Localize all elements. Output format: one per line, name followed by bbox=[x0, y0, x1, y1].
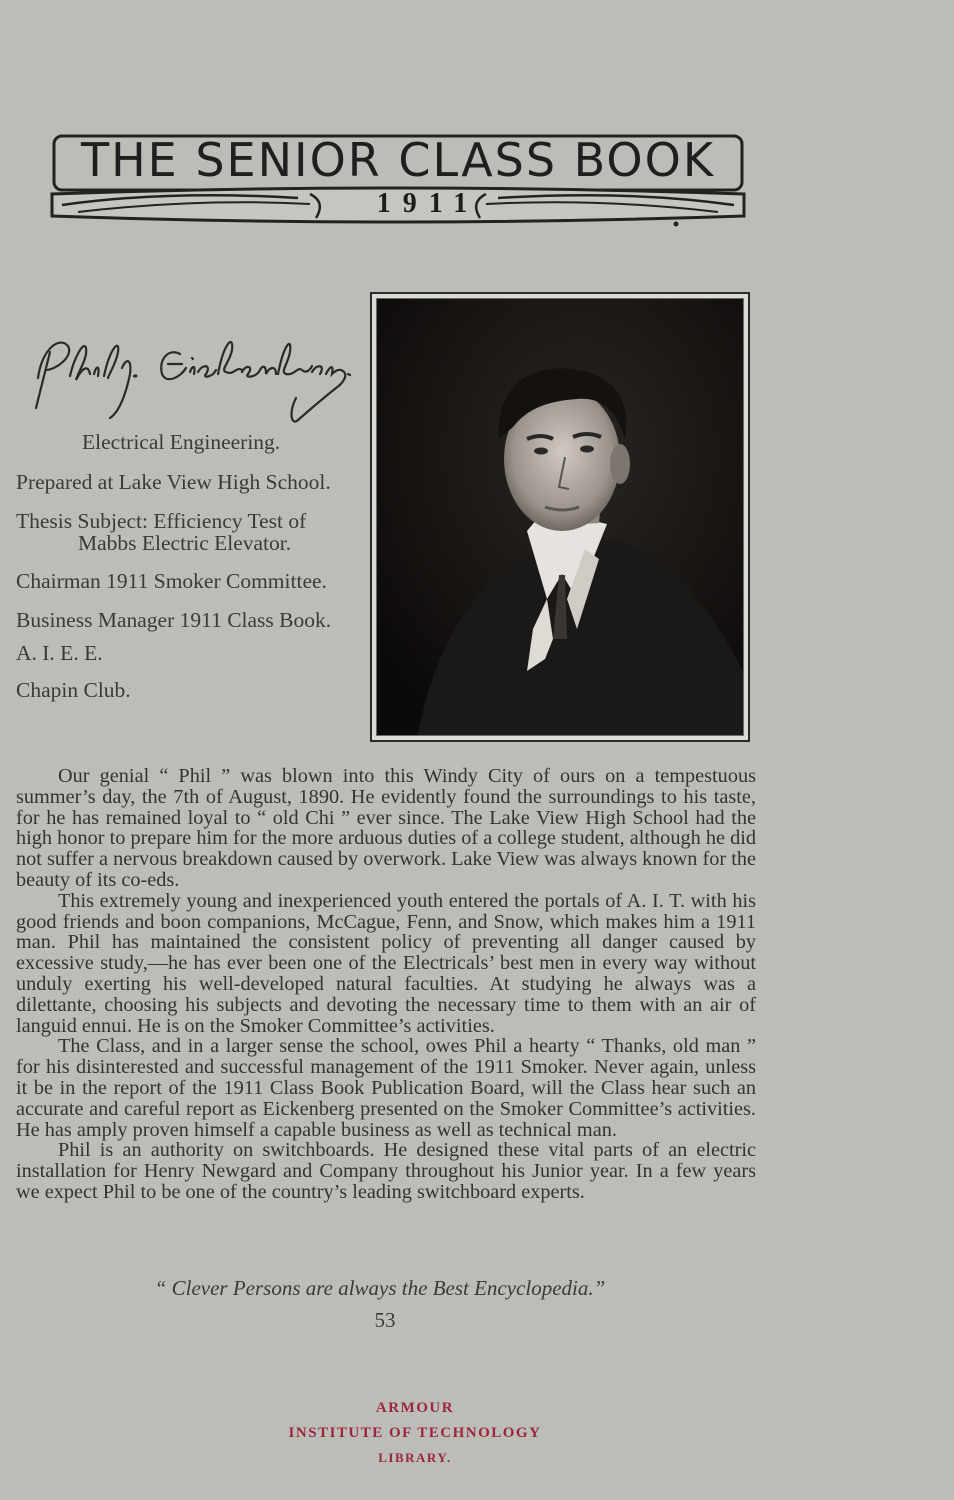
banner-title: THE SENIOR CLASS BOOK bbox=[80, 133, 716, 187]
society-membership: A. I. E. E. bbox=[16, 641, 103, 665]
biography-paragraph: Phil is an authority on switchboards. He designed these vital parts of an electric installation for Henry Newgard and Company throughout his Junior year. In a few years we expect Phil to be one of the country’s leading switchboard experts. bbox=[16, 1139, 756, 1203]
thesis-subject: Thesis Subject: Efficiency Test of bbox=[16, 509, 307, 533]
banner-year: 1911 bbox=[376, 188, 480, 219]
committee-role: Chairman 1911 Smoker Committee. bbox=[16, 569, 327, 593]
thesis-subject-continued: Mabbs Electric Elevator. bbox=[78, 531, 292, 555]
prepared-at: Prepared at Lake View High School. bbox=[16, 470, 331, 494]
club-membership: Chapin Club. bbox=[16, 678, 131, 702]
page-number: 53 bbox=[374, 1308, 396, 1332]
business-manager-role: Business Manager 1911 Class Book. bbox=[16, 608, 332, 632]
portrait-image bbox=[377, 299, 744, 736]
stamp-line-1: ARMOUR bbox=[375, 1400, 455, 1416]
portrait-photo bbox=[370, 292, 750, 742]
major: Electrical Engineering. bbox=[82, 430, 281, 454]
library-stamp bbox=[270, 1400, 560, 1466]
stamp-line-3: LIBRARY. bbox=[378, 1450, 452, 1465]
handwritten-signature bbox=[30, 318, 360, 428]
motto-quote: “ Clever Persons are always the Best Encyclopedia.” bbox=[154, 1276, 606, 1300]
stamp-line-2: INSTITUTE OF TECHNOLOGY bbox=[288, 1425, 542, 1441]
biography-paragraph: This extremely young and inexperienced youth entered the portals of A. I. T. with his good friends and boon companions, McCague, Fenn, and Snow, which makes him a 1911 man. Phil has maintained the consistent policy of preventing all danger caused by excessive study,—he has ever been one of the Electricals’ best men in every way without unduly exerting his well-developed natural faculties. At studying he always was a dilettante, choosing his subjects and devoting the necessary time to them with an air of languid ennui. He is on the Smoker Committee’s activities. bbox=[16, 889, 756, 1037]
biography-paragraph: The Class, and in a larger sense the school, owes Phil a hearty “ Thanks, old man ” for his disinterested and successful management of the 1911 Smoker. Never again, unless it be in the report of the 1911 Class Book Publication Board, will the Class hear such an accurate and careful report as Eickenberg presented on the Smoker Committee’s activities. He has amply proven himself a capable business as well as technical man. bbox=[16, 1035, 756, 1141]
biography-paragraph: Our genial “ Phil ” was blown into this Windy City of ours on a tempestuous summer’s day, the 7th of August, 1890. He evidently found the surroundings to his taste, for he has remained loyal to “ old Chi ” ever since. The Lake View High School had the high honor to prepare him for the more arduous duties of a college student, although he did not suffer a nervous breakdown caused by overwork. Lake View was always known for the beauty of its co-eds. bbox=[16, 765, 756, 891]
class-book-banner bbox=[48, 132, 748, 232]
biography-text bbox=[16, 766, 756, 1203]
